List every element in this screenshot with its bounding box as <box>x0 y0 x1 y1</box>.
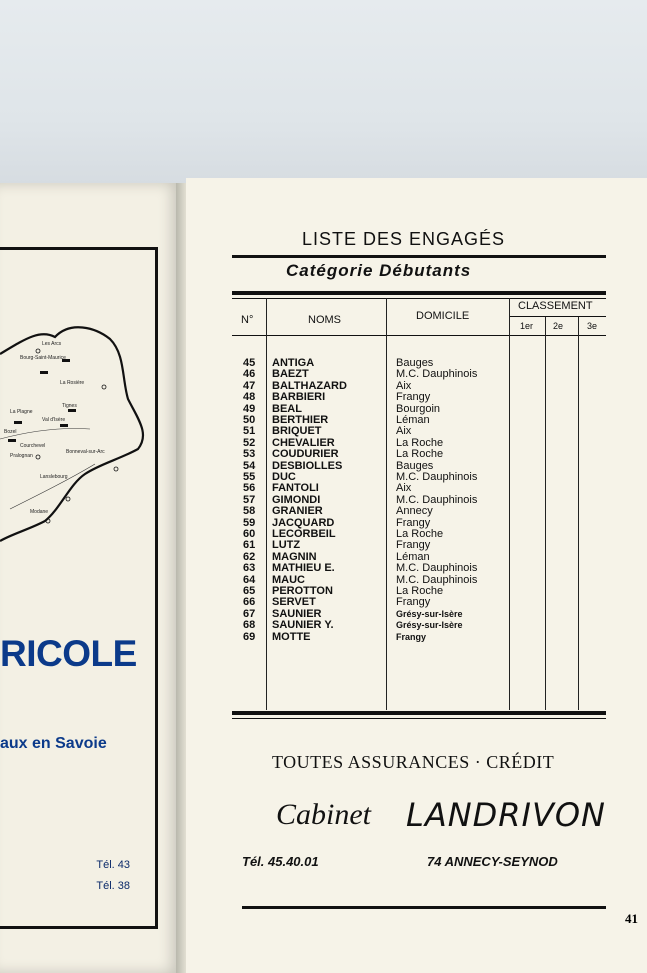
entry-number: 60 <box>243 528 256 540</box>
left-page <box>0 183 182 973</box>
entry-number: 57 <box>243 493 256 506</box>
entry-number: 49 <box>243 402 256 415</box>
entry-name: CHEVALIER <box>272 436 335 449</box>
map-label: Val d'Isère <box>42 417 66 423</box>
entry-number: 45 <box>243 357 256 369</box>
entry-domicile: La Roche <box>396 528 444 540</box>
entry-number: 53 <box>243 448 256 461</box>
table-bottom-rule <box>232 711 606 715</box>
entry-name: BAEZT <box>272 368 309 381</box>
entry-domicile: Annecy <box>396 505 433 518</box>
entry-number: 62 <box>243 550 256 563</box>
table-bottom-rule-thin <box>232 718 606 719</box>
entry-domicile: M.C. Dauphinois <box>396 562 478 575</box>
entry-number: 51 <box>243 425 256 438</box>
entry-name: BEAL <box>272 402 302 415</box>
table-row <box>186 392 606 403</box>
entry-number: 66 <box>243 596 256 609</box>
entry-domicile: Frangy <box>396 391 431 404</box>
page-number: 41 <box>625 911 638 926</box>
left-tel-1: Tél. 43 <box>96 859 130 871</box>
header-third: 3e <box>587 321 598 331</box>
header-domicile: DOMICILE <box>416 310 470 322</box>
table-top-rule <box>232 291 606 295</box>
entry-name: BERTHIER <box>272 414 329 426</box>
header-first: 1er <box>520 321 534 331</box>
entry-name: BARBIERI <box>272 391 326 404</box>
entry-number: 59 <box>243 516 256 529</box>
title-rule <box>232 255 606 258</box>
entry-name: MAUC <box>272 573 305 586</box>
entry-name: GIMONDI <box>272 493 321 506</box>
entry-domicile: Aix <box>396 379 412 392</box>
insurance-banner: TOUTES ASSURANCES · CRÉDIT <box>272 752 555 772</box>
map-label: Bozel <box>4 429 17 435</box>
map-label: Tignes <box>62 403 77 409</box>
entry-number: 56 <box>243 482 256 495</box>
entry-name: MAGNIN <box>272 550 317 563</box>
entry-number: 46 <box>243 368 256 381</box>
entry-number: 48 <box>243 391 256 404</box>
entry-name: LECORBEIL <box>272 528 336 540</box>
cabinet-script: Cabinet <box>276 798 371 831</box>
table-row <box>186 620 606 631</box>
entry-number: 58 <box>243 505 256 518</box>
entry-domicile: M.C. Dauphinois <box>396 573 478 586</box>
entry-domicile: M.C. Dauphinois <box>396 368 478 381</box>
entry-name: SAUNIER <box>272 607 322 620</box>
header-second: 2e <box>553 321 564 331</box>
table-top-rule-thin <box>232 298 606 299</box>
page-title: LISTE DES ENGAGÉS <box>302 229 506 249</box>
entry-domicile: Grésy-sur-Isère <box>396 620 463 631</box>
header-noms: NOMS <box>308 314 341 326</box>
category-title: Catégorie Débutants <box>286 261 472 280</box>
entry-number: 65 <box>243 585 256 597</box>
left-heading: RICOLE <box>0 633 137 674</box>
entry-domicile: La Roche <box>396 585 444 597</box>
map-label: Pralognan <box>10 453 33 459</box>
entry-name: ANTIGA <box>272 357 315 369</box>
entry-number: 52 <box>243 436 256 449</box>
entry-name: SERVET <box>272 596 316 609</box>
entry-domicile: Frangy <box>396 516 431 529</box>
map-label: La Plagne <box>10 409 33 415</box>
background <box>0 0 647 200</box>
left-subheading: aux en Savoie <box>0 735 107 752</box>
entry-domicile: La Roche <box>396 448 444 461</box>
entry-number: 69 <box>243 630 256 643</box>
left-tel-2: Tél. 38 <box>96 880 130 892</box>
entry-domicile: Frangy <box>396 539 431 552</box>
map-label: Bourg-Saint-Maurice <box>20 355 66 361</box>
entry-domicile: Grésy-sur-Isère <box>396 608 463 619</box>
entry-domicile: Aix <box>396 425 412 438</box>
table-row <box>186 632 606 643</box>
entry-name: SAUNIER Y. <box>272 619 334 632</box>
entry-name: MATHIEU E. <box>272 562 335 575</box>
entry-domicile: La Roche <box>396 436 444 449</box>
entry-number: 61 <box>243 539 256 552</box>
entry-name: DUC <box>272 471 296 483</box>
classement-divider <box>509 316 606 317</box>
table-row <box>186 506 606 517</box>
entry-domicile: Aix <box>396 482 412 495</box>
entry-domicile: Bauges <box>396 357 434 369</box>
footer-rule <box>242 906 606 909</box>
entry-number: 50 <box>243 414 256 426</box>
entry-domicile: Bourgoin <box>396 402 441 415</box>
header-bottom-rule <box>232 335 606 336</box>
entry-name: BALTHAZARD <box>272 379 347 392</box>
entry-domicile: Frangy <box>396 631 427 642</box>
entry-name: FANTOLI <box>272 482 319 495</box>
entry-number: 63 <box>243 562 256 575</box>
entry-name: GRANIER <box>272 505 323 518</box>
entry-domicile: Bauges <box>396 459 434 472</box>
right-tel: Tél. 45.40.01 <box>242 854 319 869</box>
entry-name: BRIQUET <box>272 425 322 438</box>
map-label: La Rosière <box>60 380 85 386</box>
entry-domicile: M.C. Dauphinois <box>396 471 478 483</box>
entry-domicile: M.C. Dauphinois <box>396 493 478 506</box>
map-label: Bonneval-sur-Arc <box>66 449 105 455</box>
entry-name: LUTZ <box>272 539 301 552</box>
savoie-map <box>0 259 150 559</box>
entry-number: 67 <box>243 607 256 620</box>
map-label: Les Arcs <box>42 341 62 347</box>
entry-domicile: Léman <box>396 414 430 426</box>
entry-number: 68 <box>243 619 256 632</box>
entry-name: COUDURIER <box>272 448 339 461</box>
map-label: Lanslebourg <box>40 474 68 480</box>
header-no: N° <box>241 314 254 326</box>
entry-name: MOTTE <box>272 630 311 643</box>
entry-number: 64 <box>243 573 256 586</box>
map-label: Courchevel <box>20 443 46 449</box>
landrivon-name: LANDRIVON <box>406 796 606 834</box>
right-page <box>186 178 647 973</box>
header-classement: CLASSEMENT <box>518 300 593 312</box>
entry-domicile: Léman <box>396 550 430 563</box>
entry-name: DESBIOLLES <box>272 459 343 472</box>
table-row <box>186 449 606 460</box>
entry-name: JACQUARD <box>272 516 335 529</box>
map-label: Modane <box>30 509 49 515</box>
entry-domicile: Frangy <box>396 596 431 609</box>
entry-number: 55 <box>243 471 256 483</box>
table-row <box>186 563 606 574</box>
right-address: 74 ANNECY-SEYNOD <box>427 854 558 869</box>
entry-number: 47 <box>243 379 256 392</box>
entry-number: 54 <box>243 459 256 472</box>
entry-name: PEROTTON <box>272 585 333 597</box>
